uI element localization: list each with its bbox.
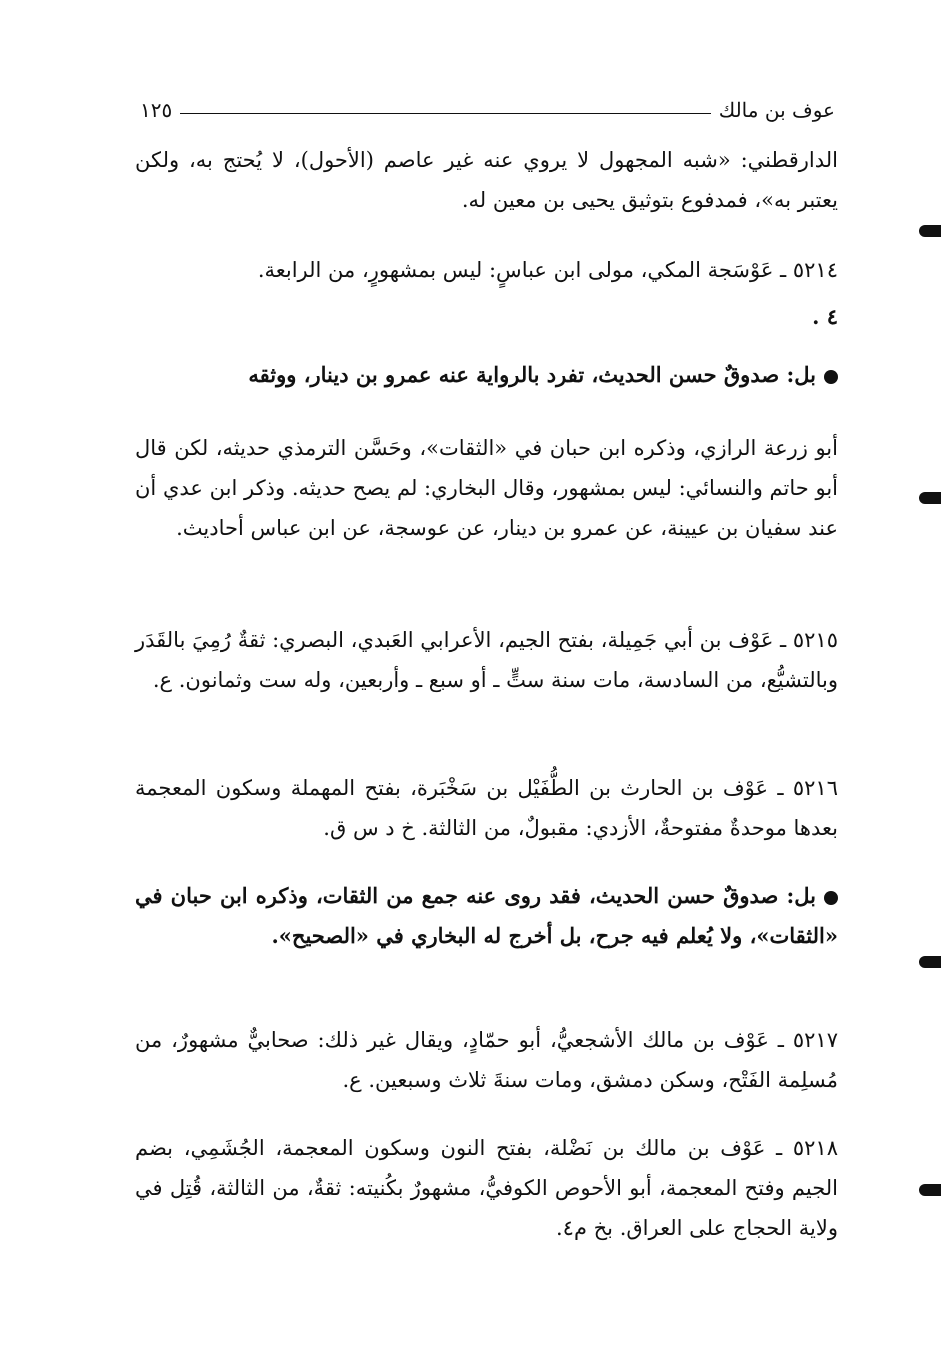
running-title: عوف بن مالك xyxy=(718,98,835,122)
edge-mark xyxy=(919,225,941,237)
page-number: ١٢٥ xyxy=(140,98,173,122)
entry-5216: ٥٢١٦ ـ عَوْف بن الحارث بن الطُّفَيْل بن سَخْبَرة، بفتح المهملة وسكون المعجمة بعدها موحدةٌ مفتوحةٌ، الأزدي: مقبولٌ، من الثالثة. خ د س ق. xyxy=(135,776,838,840)
comment-text: بل: صدوقٌ حسن الحديث، تفرد بالرواية عنه عمرو بن دينار، ووثقه xyxy=(248,362,816,387)
siglum: ٤ . xyxy=(812,304,838,329)
entry-5217: ٥٢١٧ ـ عَوْف بن مالك الأشجعيُّ، أبو حمّادٍ، ويقال غير ذلك: صحابيٌّ مشهورٌ، من مُسلِمة الفَتْح، وسكن دمشق، ومات سنةَ ثلاث وسبعين. ع. xyxy=(135,1028,838,1092)
header-rule xyxy=(180,113,711,114)
entry-5218: ٥٢١٨ ـ عَوْف بن مالك بن نَضْلة، بفتح النون وسكون المعجمة، الجُشَمِي، بضم الجيم وفتح المعجمة، أبو الأحوص الكوفيُّ، مشهورٌ بكُنيته: ثقةٌ، من الثالثة، قُتِل في ولاية الحجاج على العراق. بخ م٤. xyxy=(135,1136,838,1240)
edge-mark xyxy=(919,956,941,968)
comment-text: بل: صدوقٌ حسن الحديث، فقد روى عنه جمع من الثقات، وذكره ابن حبان في «الثقات»، ولا يُعلم فيه جرح، بل أخرج له البخاري في «الصحيح». xyxy=(135,883,838,948)
entry-5214-siglum xyxy=(135,297,838,337)
edge-mark xyxy=(919,1184,941,1196)
bullet-icon xyxy=(824,370,838,384)
comment-5214-start xyxy=(135,355,838,395)
bullet-icon xyxy=(824,891,838,905)
paragraph-daraqutni-note: الدارقطني: «شبه المجهول لا يروي عنه غير عاصم (الأحول)، لا يُحتج به، ولكن يعتبر به»، فمدفوع بتوثيق يحيى بن معين له. xyxy=(135,148,838,212)
entry-5214: ٥٢١٤ ـ عَوْسَجة المكي، مولى ابن عباسٍ: ليس بمشهورٍ، من الرابعة. xyxy=(257,258,838,282)
running-header xyxy=(140,92,835,122)
entry-5215: ٥٢١٥ ـ عَوْف بن أبي جَمِيلة، بفتح الجيم، الأعرابي العَبدي، البصري: ثقةٌ رُمِيَ بالقَدَر وبالتشيُّع، من السادسة، مات سنة ستٍّ ـ أو سبع ـ وأربعين، وله ست وثمانون. ع. xyxy=(135,628,838,692)
edge-mark xyxy=(919,492,941,504)
comment-5214-cont: أبو زرعة الرازي، وذكره ابن حبان في «الثقات»، وحَسَّن الترمذي حديثه، لكن قال أبو حاتم والنسائي: ليس بمشهور، وقال البخاري: لم يصح حديثه. وذكر ابن عدي أن عند سفيان بن عيينة، عن عمرو بن دينار، عن عوسجة، عن ابن عباس أحاديث. xyxy=(135,436,838,540)
comment-5216 xyxy=(135,876,838,956)
